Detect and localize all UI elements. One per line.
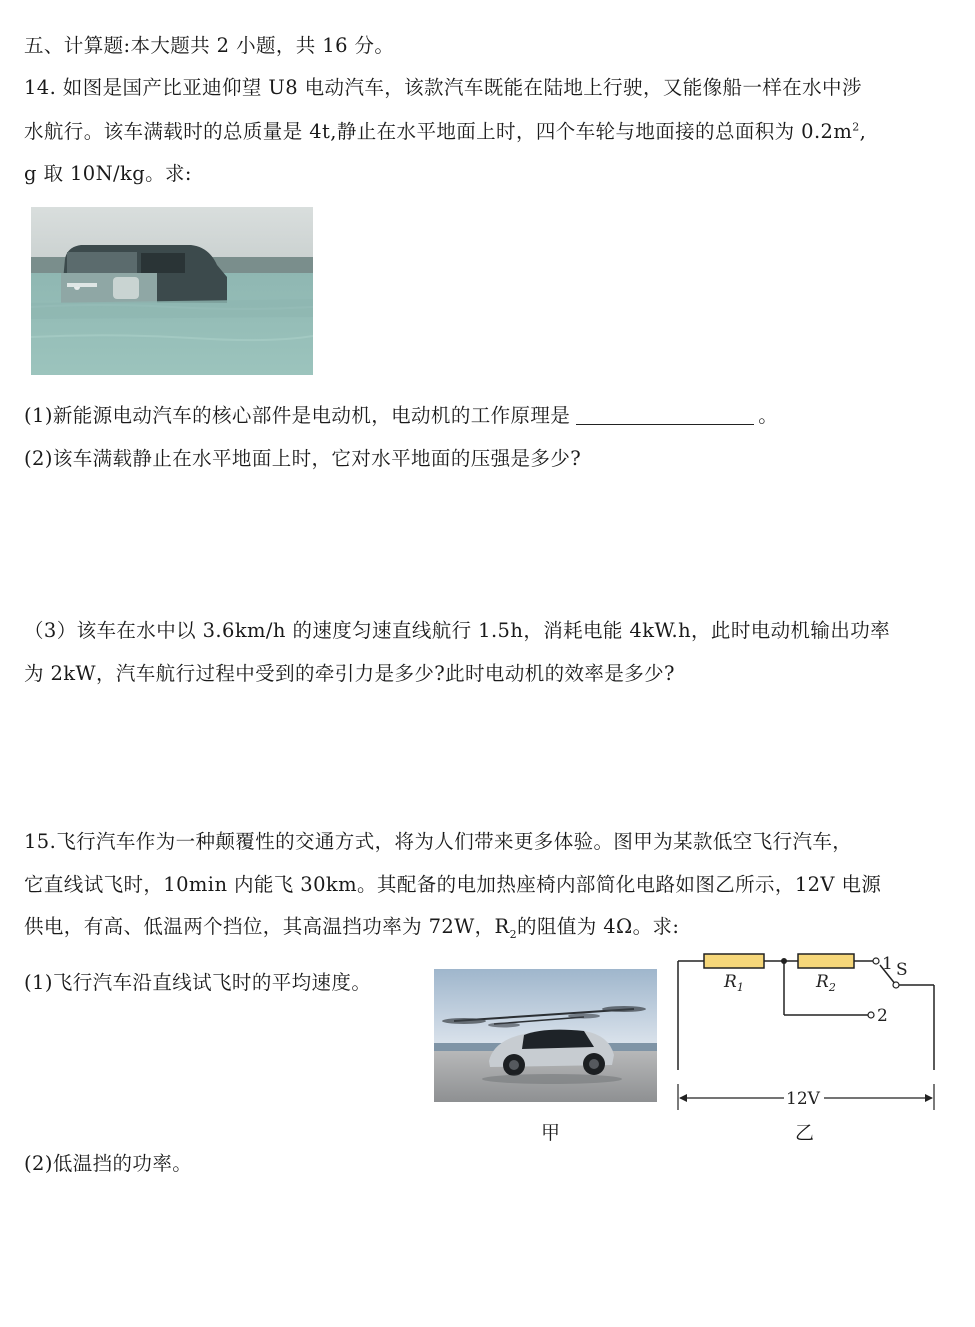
voltage-dimension: [668, 1082, 943, 1112]
flying-car-photo: [434, 969, 657, 1102]
q15-part-1: (1)飞行汽车沿直线试飞时的平均速度。: [24, 971, 372, 994]
amphibious-car-illustration: [31, 207, 313, 375]
terminal-2-label: 2: [877, 1006, 888, 1026]
resistor-r1: [704, 954, 764, 968]
answer-blank[interactable]: [576, 406, 754, 425]
q15-stem-line-3: 供电，有高、低温两个挡位，其高温挡功率为 72W，$R_2$的阻值为 4Ω。求:: [24, 915, 680, 941]
q14-stem-line-2: 水航行。该车满载时的总质量是 4t,静止在水平地面上时，四个车轮与地面接的总面积为 $0.2m^2$,: [24, 120, 867, 143]
section-heading: 五、计算题:本大题共 2 小题，共 16 分。: [24, 34, 395, 57]
q14-stem-line-1: 14. 如图是国产比亚迪仰望 U8 电动汽车，该款汽车既能在陆地上行驶，又能像船一样在水中涉: [24, 76, 862, 99]
q14-stem-line-3: g 取 10N/kg。求:: [24, 162, 192, 185]
terminal-2-contact: [868, 1012, 874, 1018]
q14-part-3-line-2: 为 2kW，汽车航行过程中受到的牵引力是多少?此时电动机的效率是多少?: [24, 662, 675, 685]
caption-jia: 甲: [541, 1122, 561, 1144]
circuit-diagram: [668, 945, 943, 1070]
q14-part-3-line-1: （3）该车在水中以 3.6km/h 的速度匀速直线航行 1.5h，消耗电能 4kW.h，此时电动机输出功率: [24, 619, 891, 642]
flying-car-illustration: [434, 969, 657, 1102]
q14-part-1: (1)新能源电动汽车的核心部件是电动机，电动机的工作原理是 。: [24, 404, 779, 427]
switch-label: S: [896, 960, 908, 980]
q14-area-exponent: 2: [852, 120, 860, 134]
q15-stem-line-2: 它直线试飞时，10min 内能飞 30km。其配备的电加热座椅内部简化电路如图乙所示，12V 电源: [24, 873, 882, 896]
terminal-1-contact: [873, 958, 879, 964]
amphibious-car-photo: [31, 207, 313, 375]
caption-yi: 乙: [795, 1122, 815, 1144]
r2-subscript: 2: [509, 927, 518, 941]
r1-label: $R_1$: [724, 972, 744, 994]
q15-stem-line-1: 15.飞行汽车作为一种颠覆性的交通方式，将为人们带来更多体验。图甲为某款低空飞行汽车，: [24, 830, 853, 853]
voltage-label: 12V: [786, 1089, 820, 1109]
r2-label: $R_2$: [816, 972, 836, 994]
resistor-r2: [798, 954, 854, 968]
q15-part-2: (2)低温挡的功率。: [24, 1152, 193, 1175]
q14-part-2: (2)该车满载静止在水平地面上时，它对水平地面的压强是多少?: [24, 447, 582, 470]
terminal-1-label: 1: [882, 954, 893, 974]
